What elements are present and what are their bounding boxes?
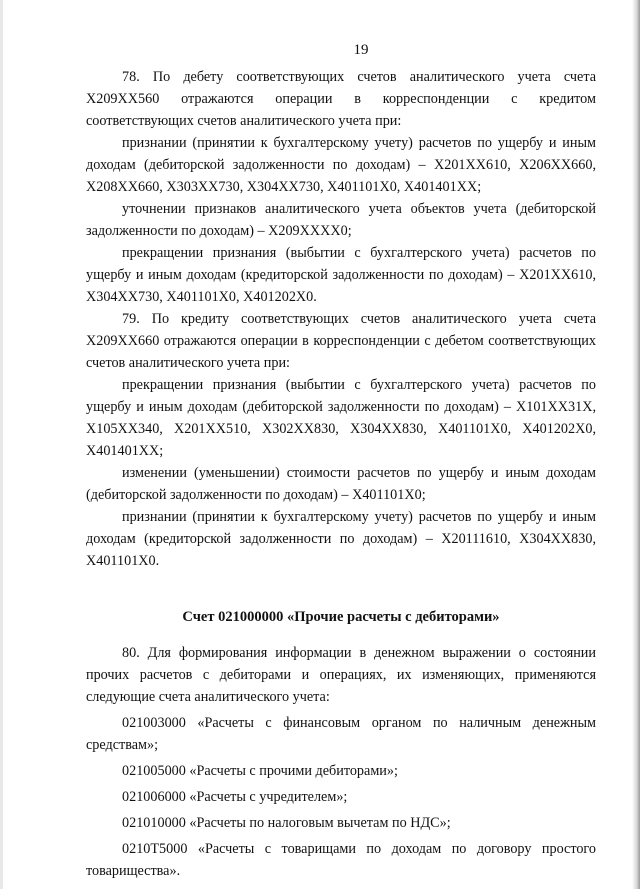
paragraph-80: 80. Для формирования информации в денежном выражении о состоянии прочих расчетов с дебиторами и операциях, их изменяющих, применяются следующие счета аналитического учета: (86, 645, 596, 705)
section-80-body (86, 642, 596, 882)
paragraph-79-item-1: прекращении признания (выбытии с бухгалтерского учета) расчетов по ущербу и иным доходам (дебиторской задолженности по доходам) – Х101ХХ31Х, Х105ХХ340, Х201ХХ510, Х302ХХ830, Х304ХХ830, Х401101Х0, Х401202Х0, Х401401ХХ; (86, 377, 596, 459)
account-item: 021005000 «Расчеты с прочими дебиторами»; (122, 763, 398, 779)
account-item: 0210Т5000 «Расчеты с товарищами по доходам по договору простого товарищества». (86, 841, 596, 879)
paragraph-79: 79. По кредиту соответствующих счетов аналитического учета счета Х209ХХ660 отражаются операции в корреспонденции с дебетом соответствующих счетов аналитического учета при: (86, 311, 596, 371)
paragraph-78-item-1: признании (принятии к бухгалтерскому учету) расчетов по ущербу и иным доходам (дебиторской задолженности по доходам) – Х201ХХ610, Х206ХХ660, Х208ХХ660, Х303ХХ730, Х304ХХ730, Х401101Х0, Х401401ХХ; (86, 135, 596, 195)
account-item: 021010000 «Расчеты по налоговым вычетам по НДС»; (122, 815, 451, 831)
paragraph-79-item-2: изменении (уменьшении) стоимости расчетов по ущербу и иным доходам (дебиторской задолженности по доходам) – Х401101Х0; (86, 465, 596, 503)
section-79-body (86, 66, 596, 572)
account-item: 021003000 «Расчеты с финансовым органом по наличным денежным средствам»; (86, 715, 596, 753)
scan-edge-left (0, 0, 3, 889)
account-item: 021006000 «Расчеты с учредителем»; (122, 789, 348, 805)
page-number: 19 (353, 42, 369, 58)
paragraph-78-item-3: прекращении признания (выбытии с бухгалтерского учета) расчетов по ущербу и иным доходам (кредиторской задолженности по доходам) – Х201ХХ610, Х304ХХ730, Х401101Х0, Х401202Х0. (86, 245, 596, 305)
paragraph-79-item-3: признании (принятии к бухгалтерскому учету) расчетов по ущербу и иным доходам (кредиторской задолженности по доходам) – Х20111610, Х304ХХ830, Х401101Х0. (86, 509, 596, 569)
paragraph-78: 78. По дебету соответствующих счетов аналитического учета счета Х209ХХ560 отражаются операции в корреспонденции с кредитом соответствующих счетов аналитического учета при: (86, 69, 596, 129)
section-heading: Счет 021000000 «Прочие расчеты с дебиторами» (182, 609, 500, 625)
paragraph-78-item-2: уточнении признаков аналитического учета объектов учета (дебиторской задолженности по доходам) – Х209ХХХХ0; (86, 201, 596, 239)
scan-edge-right (632, 0, 640, 889)
